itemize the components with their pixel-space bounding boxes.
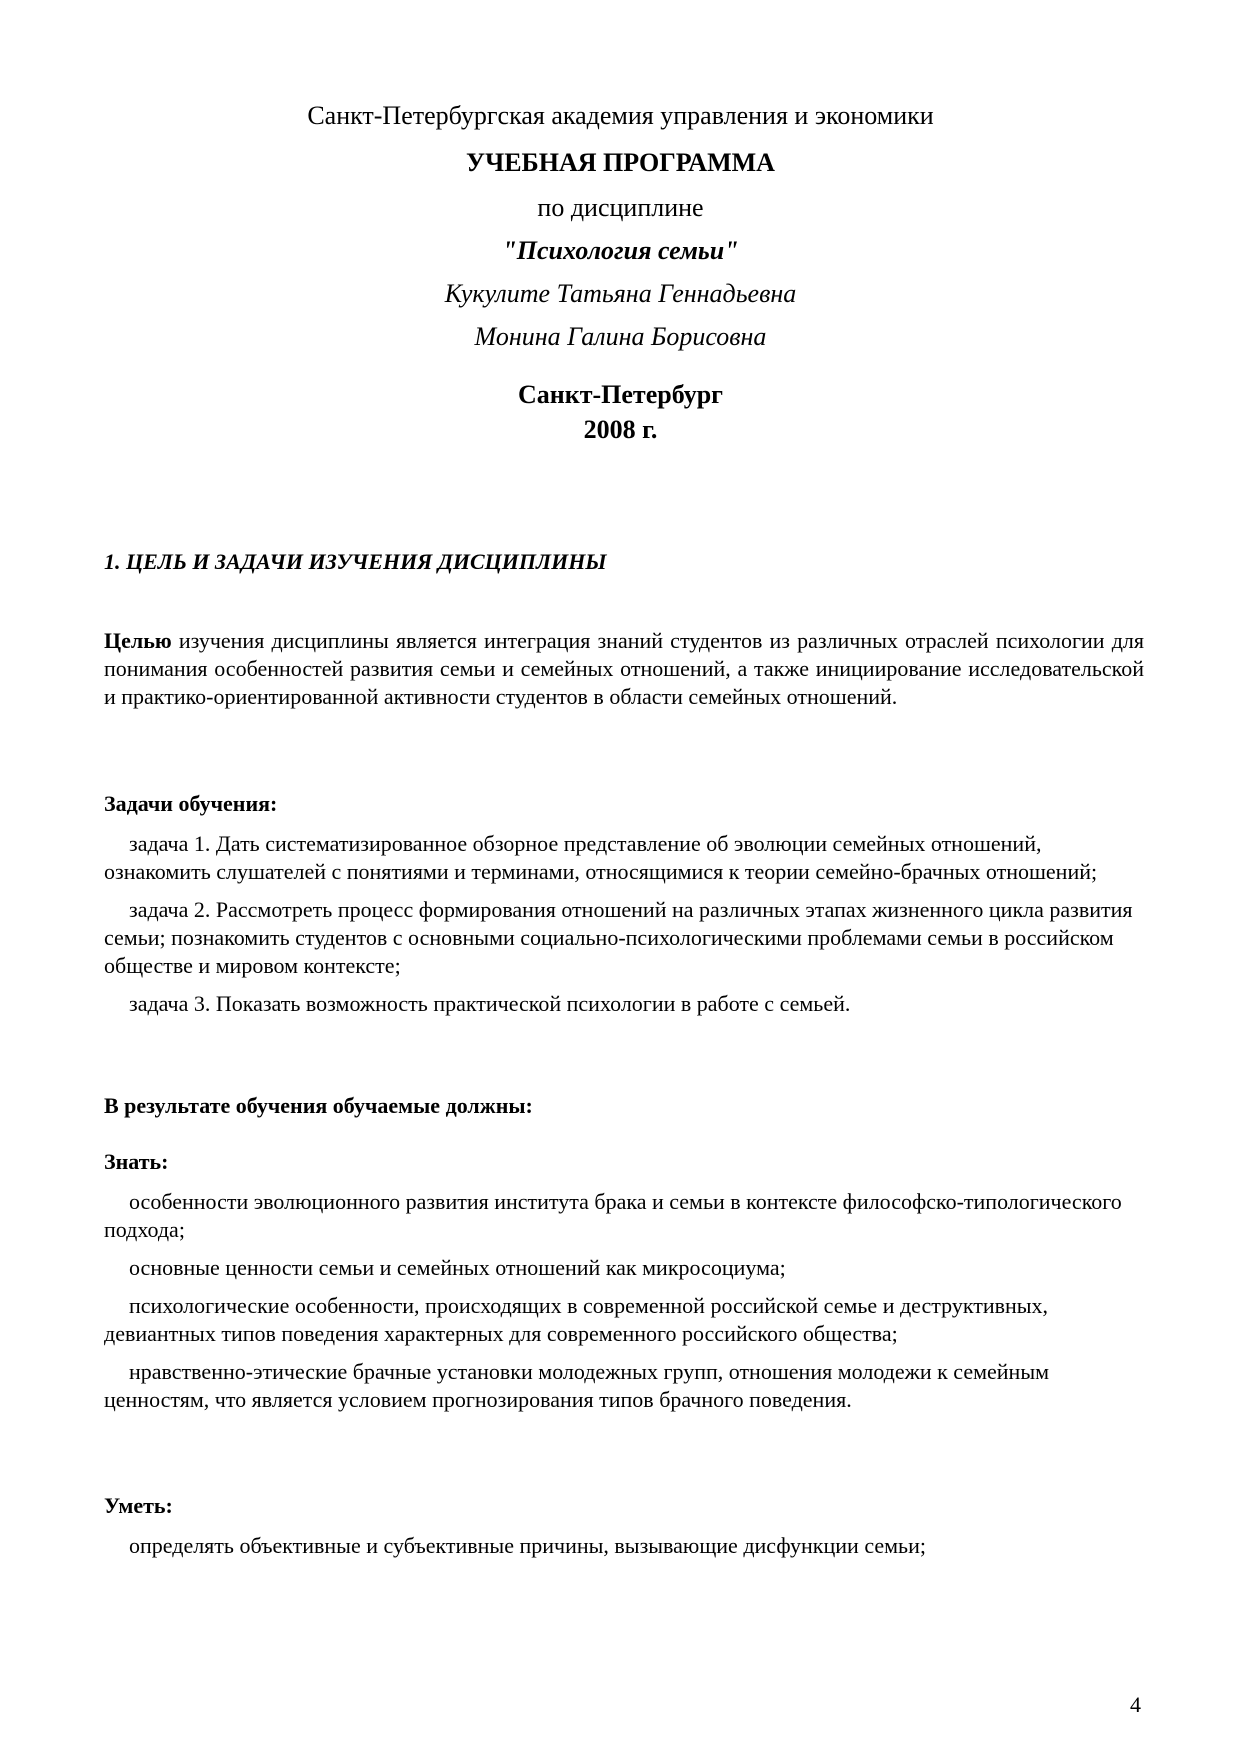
list-item: психологические особенности, происходящих в современной российской семье и деструктивных, девиантных типов поведения характерных для современного российского общества;: [104, 1293, 1049, 1346]
institution-name: Санкт-Петербургская академия управления и экономики: [307, 101, 934, 130]
can-heading: Уметь:: [104, 1493, 173, 1518]
author-1: Кукулите Татьяна Геннадьевна: [444, 279, 797, 308]
list-item: особенности эволюционного развития института брака и семьи в контексте философско-типологического подхода;: [104, 1189, 1122, 1242]
year: 2008 г.: [583, 415, 658, 444]
goal-label: Целью: [104, 628, 172, 653]
know-list: [104, 1188, 1144, 1424]
list-item: задача 1. Дать систематизированное обзорное представление об эволюции семейных отношений, ознакомить слушателей с понятиями и терминами, относящимися к теории семейно-брачных отношений;: [104, 831, 1098, 884]
tasks-heading: Задачи обучения:: [104, 791, 278, 816]
author-2: Монина Галина Борисовна: [474, 322, 767, 351]
know-heading: Знать:: [104, 1149, 169, 1174]
results-heading: В результате обучения обучаемые должны:: [104, 1093, 533, 1118]
document-type: УЧЕБНАЯ ПРОГРАММА: [466, 148, 775, 177]
list-item: задача 3. Показать возможность практической психологии в работе с семьей.: [129, 991, 851, 1016]
list-item: определять объективные и субъективные причины, вызывающие дисфункции семьи;: [129, 1533, 926, 1558]
can-list: [104, 1532, 1144, 1570]
goal-text: изучения дисциплины является интеграция знаний студентов из различных отраслей психологии для понимания особенностей развития семьи и семейных отношений, а также инициирование исследовательской и практико-ориентированной активности студентов в области семейных отношений.: [104, 628, 1145, 709]
goal-paragraph: [104, 627, 1144, 711]
discipline-title: "Психология семьи": [502, 236, 739, 265]
tasks-list: [104, 830, 1144, 1028]
city: Санкт-Петербург: [518, 380, 723, 409]
by-discipline-label: по дисциплине: [537, 193, 704, 222]
list-item: задача 2. Рассмотреть процесс формирования отношений на различных этапах жизненного цикла развития семьи; познакомить студентов с основными социально-психологическими проблемами семьи в российском обществе и мировом контексте;: [104, 897, 1133, 978]
page-number: 4: [1130, 1692, 1141, 1717]
section-heading: 1. ЦЕЛЬ И ЗАДАЧИ ИЗУЧЕНИЯ ДИСЦИПЛИНЫ: [104, 549, 607, 574]
list-item: нравственно-этические брачные установки молодежных групп, отношения молодежи к семейным ценностям, что является условием прогнозирования типов брачного поведения.: [104, 1359, 1050, 1412]
list-item: основные ценности семьи и семейных отношений как микросоциума;: [129, 1255, 786, 1280]
